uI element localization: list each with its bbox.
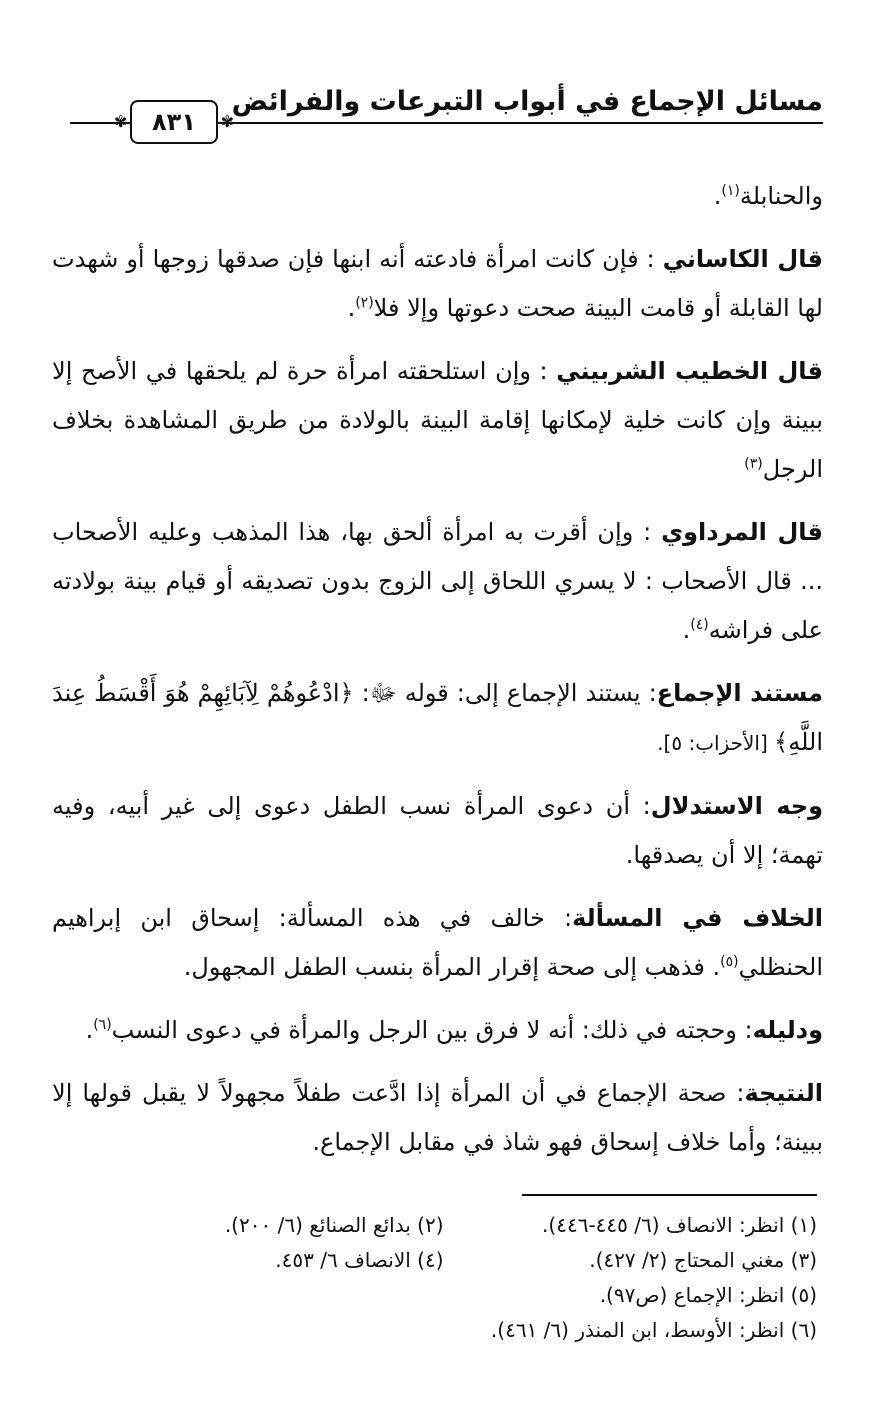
footnote: (١) انظر: الانصاف (٦/ ٤٤٥-٤٤٦). <box>542 1213 817 1237</box>
footnote: (٦) انظر: الأوسط، ابن المنذر (٦/ ٤٦١). <box>490 1318 817 1342</box>
paragraph-text: : خالف في هذه المسألة: إسحاق ابن إبراهيم الحنظلي <box>52 904 823 981</box>
paragraph-text: : وإن استلحقته امرأة حرة لم يلحقها في الأصح إلا ببينة وإن كانت خلية لإمكانها إقامة البينة بالولادة من طريق المشاهدة بخلاف الرجل <box>52 357 823 483</box>
footnote-ref: (٦) <box>93 1017 112 1033</box>
footnote: (٣) مغني المحتاج (٢/ ٤٢٧). <box>589 1248 817 1272</box>
paragraph-lead: قال الخطيب الشربيني <box>556 357 823 385</box>
footnote: (٤) الانصاف ٦/ ٤٥٣. <box>275 1248 444 1272</box>
paragraph <box>52 1069 823 1167</box>
footnote-empty <box>90 1278 444 1313</box>
running-title: مسائل الإجماع في أبواب التبرعات والفرائض <box>231 86 823 117</box>
paragraph-text: : يستند الإجماع إلى: قوله ﷻ: <box>353 679 657 707</box>
footnote: (٢) بدائع الصنائع (٦/ ٢٠٠). <box>224 1213 444 1237</box>
footnote-empty <box>90 1313 444 1348</box>
paragraph-text: : وحجته في ذلك: أنه لا فرق بين الرجل والمرأة في دعوى النسب <box>111 1016 753 1044</box>
main-text <box>52 172 823 1181</box>
paragraph-text: : صحة الإجماع في أن المرأة إذا ادَّعت طفلاً مجهولاً لا يقبل قولها إلا ببينة؛ وأما خلاف إسحاق فهو شاذ في مقابل الإجماع. <box>52 1079 823 1156</box>
footnote-ref: (٥) <box>720 954 739 970</box>
paragraph-tail: . <box>713 182 722 210</box>
footnote-ref: (١) <box>721 183 740 199</box>
footnote-separator <box>522 1194 817 1196</box>
paragraph-lead: قال المرداوي <box>661 518 823 546</box>
paragraph <box>52 235 823 333</box>
paragraph <box>52 669 823 768</box>
paragraph-tail: . <box>347 294 356 322</box>
paragraph-text: : وإن أقرت به امرأة ألحق بها، هذا المذهب وعليه الأصحاب ... قال الأصحاب : لا يسري اللحاق إلى الزوج بدون تصديقه أو قيام بينة بولادته على فراشه <box>52 518 823 644</box>
paragraph <box>52 508 823 655</box>
paragraph-lead: قال الكاساني <box>662 245 823 273</box>
paragraph-lead: النتيجة <box>744 1079 823 1107</box>
paragraph-tail: . فذهب إلى صحة إقرار المرأة بنسب الطفل المجهول. <box>183 953 721 981</box>
paragraph-lead: مستند الإجماع <box>656 679 823 707</box>
paragraph-text: : أن دعوى المرأة نسب الطفل دعوى إلى غير أبيه، وفيه تهمة؛ إلا أن يصدقها. <box>52 792 823 869</box>
paragraph <box>52 172 823 221</box>
page-number: ✾ ٨٣١ ✾ <box>130 100 218 144</box>
paragraph <box>52 894 823 992</box>
verse-reference: [الأحزاب: ٥]. <box>657 731 775 755</box>
paragraph-lead: الخلاف في المسألة <box>572 904 824 932</box>
quran-verse: ﴿ادْعُوهُمْ لِآبَائِهِمْ هُوَ أَقْسَطُ عِندَ اللَّهِ﴾ <box>52 679 823 756</box>
paragraph <box>52 347 823 494</box>
paragraph <box>52 782 823 880</box>
footnote-ref: (٣) <box>744 456 763 472</box>
footnote-ref: (٢) <box>355 295 374 311</box>
footnote: (٥) انظر: الإجماع (ص٩٧). <box>599 1283 817 1307</box>
page-header <box>70 86 823 156</box>
paragraph-text: والحنابلة <box>739 182 823 210</box>
paragraph-lead: وجه الاستدلال <box>650 792 823 820</box>
footnote-grid <box>90 1208 817 1348</box>
paragraph <box>52 1006 823 1055</box>
paragraph-tail: . <box>682 616 691 644</box>
footnote-ref: (٤) <box>690 617 709 633</box>
footnotes <box>90 1208 817 1348</box>
paragraph-text: : فإن كانت امرأة فادعته أنه ابنها فإن صدقها زوجها أو شهدت لها القابلة أو قامت البينة صحت دعوتها وإلا فلا <box>52 245 823 322</box>
paragraph-lead: ودليله <box>752 1016 823 1044</box>
paragraph-tail: . <box>85 1016 94 1044</box>
